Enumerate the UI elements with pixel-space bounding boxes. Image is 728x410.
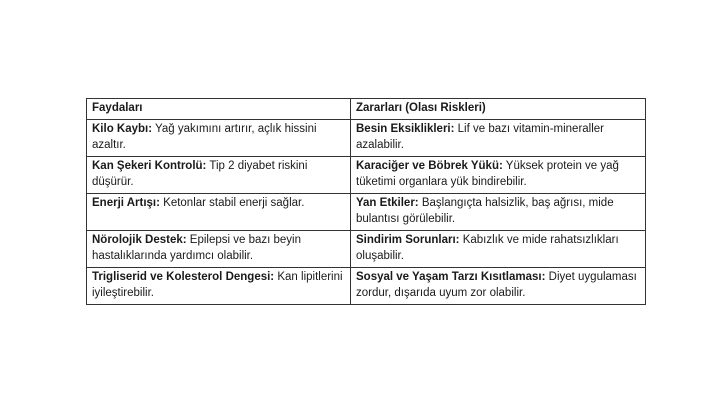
risk-title: Sosyal ve Yaşam Tarzı Kısıtlaması: — [356, 271, 546, 283]
benefit-cell — [87, 231, 351, 268]
header-benefits: Faydaları — [87, 99, 351, 120]
benefit-title: Kilo Kaybı: — [92, 123, 153, 135]
risk-text: Yüksek protein ve yağ tüketimi organlara yük bindirebilir. — [356, 160, 619, 188]
risk-text: Diyet uygulaması zordur, dışarıda uyum zor olabilir. — [356, 271, 637, 299]
risk-title: Karaciğer ve Böbrek Yükü: — [356, 160, 503, 172]
risk-cell — [351, 194, 646, 231]
table-row — [87, 157, 646, 194]
risk-title: Besin Eksiklikleri: — [356, 123, 455, 135]
table-row — [87, 268, 646, 305]
benefit-text: Kan lipitlerini iyileştirebilir. — [92, 271, 343, 299]
benefit-text: Epilepsi ve bazı beyin hastalıklarında yardımcı olabilir. — [92, 234, 302, 262]
benefit-text: Ketonlar stabil enerji sağlar. — [159, 197, 305, 209]
benefit-cell — [87, 268, 351, 305]
table-row — [87, 120, 646, 157]
risk-cell — [351, 157, 646, 194]
risk-cell — [351, 231, 646, 268]
risk-title: Sindirim Sorunları: — [356, 234, 460, 246]
benefit-title: Kan Şekeri Kontrolü: — [92, 160, 207, 172]
risk-text: Lif ve bazı vitamin-mineraller azalabilir. — [356, 123, 605, 151]
benefit-text: Yağ yakımını artırır, açlık hissini azaltır. — [92, 123, 317, 151]
risk-text: Kabızlık ve mide rahatsızlıkları oluşabilir. — [356, 234, 619, 262]
header-risks: Zararları (Olası Riskleri) — [351, 99, 646, 120]
benefit-cell — [87, 194, 351, 231]
risk-text: Başlangıçta halsizlik, baş ağrısı, mide bulantısı görülebilir. — [356, 197, 614, 225]
risk-title: Yan Etkiler: — [356, 197, 419, 209]
benefit-title: Nörolojik Destek: — [92, 234, 187, 246]
benefit-cell — [87, 157, 351, 194]
table-row — [87, 194, 646, 231]
risk-cell — [351, 120, 646, 157]
table-header-row — [87, 99, 646, 120]
benefit-cell — [87, 120, 351, 157]
benefit-title: Enerji Artışı: — [92, 197, 160, 209]
benefit-title: Trigliserid ve Kolesterol Dengesi: — [92, 271, 275, 283]
table-row — [87, 231, 646, 268]
risk-cell — [351, 268, 646, 305]
benefits-risks-table — [86, 98, 646, 305]
benefit-text: Tip 2 diyabet riskini düşürür. — [92, 160, 308, 188]
